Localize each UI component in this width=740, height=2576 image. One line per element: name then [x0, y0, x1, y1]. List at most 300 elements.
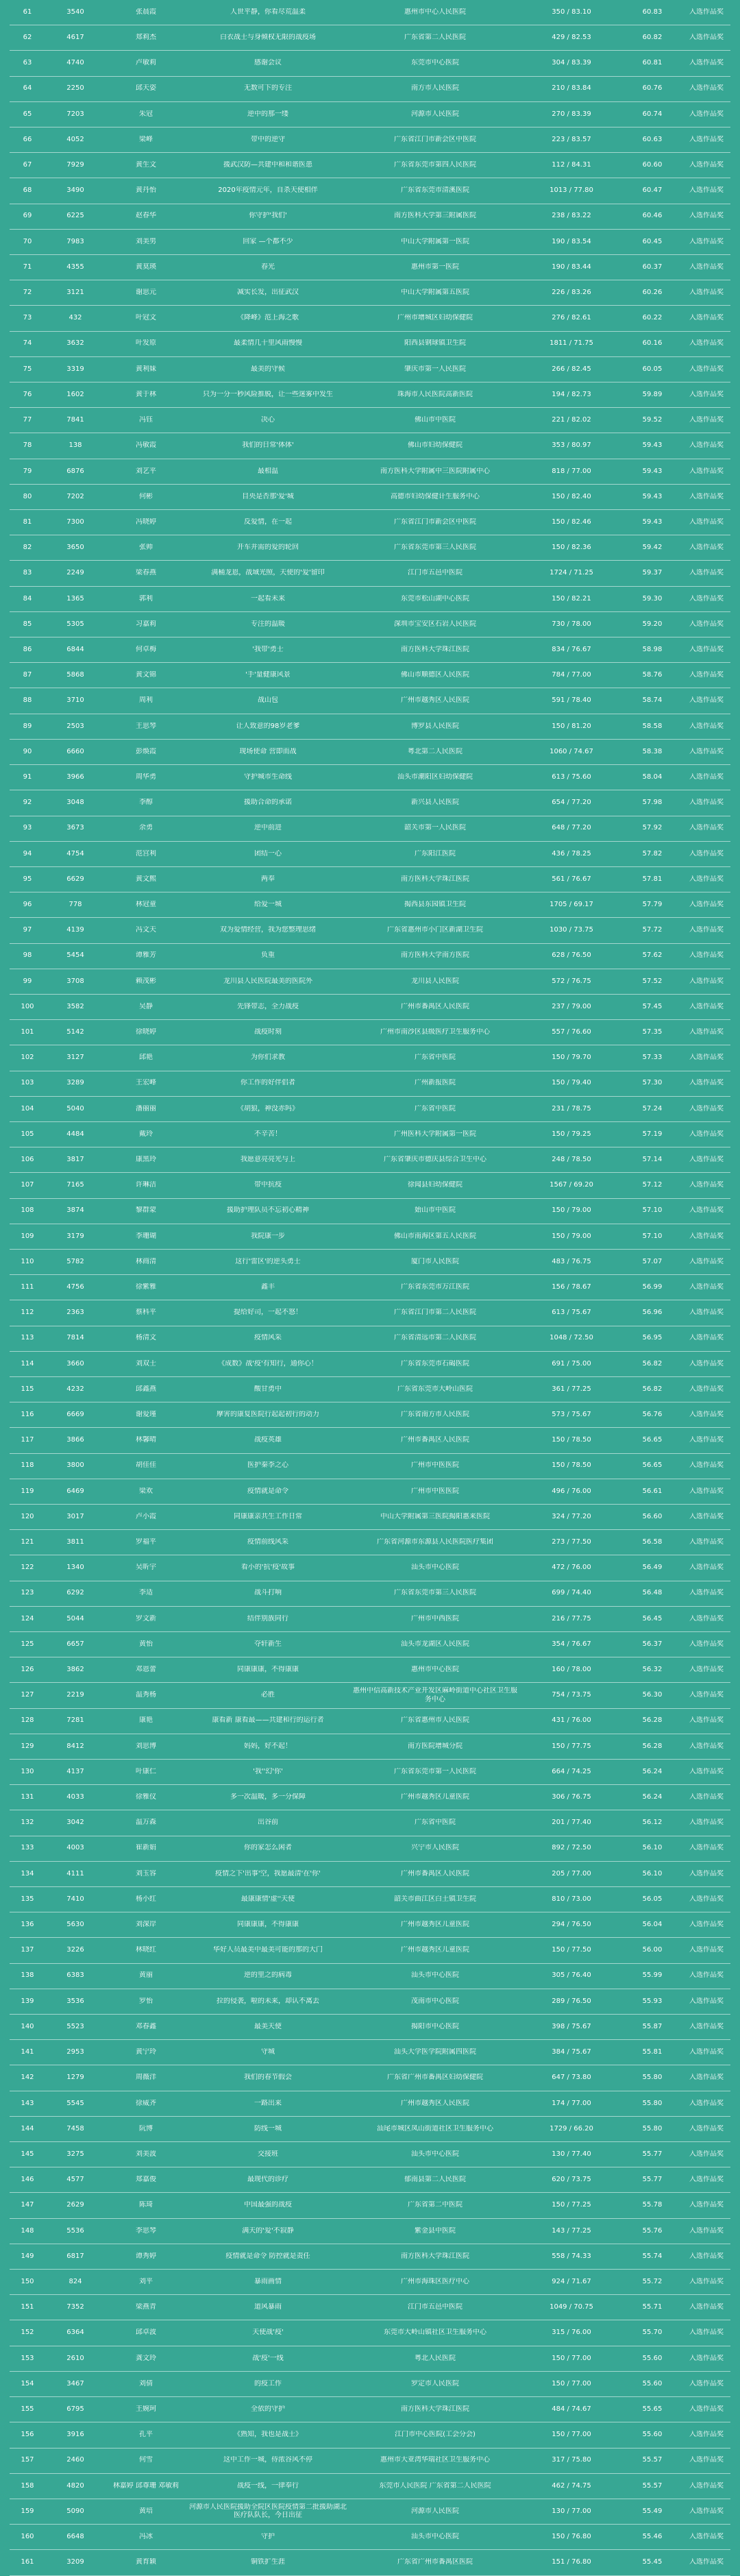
hospital-unit-cell: 广东省肇庆市德庆县综合卫生中心	[384, 1155, 486, 1163]
work-title-cell: 带中的逆守	[251, 135, 285, 143]
final-score-cell: 55.72	[642, 2277, 663, 2285]
final-score-cell: 59.43	[642, 467, 663, 475]
award-result-cell: 入选作品奖	[689, 1257, 724, 1265]
rank-cell: 73	[23, 314, 32, 322]
author-name-cell: 黄生文	[136, 161, 156, 169]
rank-cell: 144	[21, 2124, 34, 2133]
author-name-cell: 黄丹怡	[136, 186, 156, 195]
hospital-unit-cell: 南方市人民医院	[411, 84, 459, 93]
table-row	[10, 1607, 730, 1632]
rank-cell: 140	[21, 2022, 34, 2030]
author-name-cell: 李珊瑚	[136, 1232, 156, 1240]
award-result-cell: 入选作品奖	[689, 135, 724, 143]
votes-score-cell: 1729 / 66.20	[550, 2124, 593, 2133]
votes-score-cell: 226 / 83.26	[552, 289, 591, 297]
work-title-cell: 双为爱情经营，我为您整理思绪	[220, 926, 316, 934]
entry-id-cell: 6660	[66, 747, 84, 755]
award-result-cell: 入选作品奖	[689, 441, 724, 450]
hospital-unit-cell: 佛山市妇幼保健院	[408, 441, 463, 450]
final-score-cell: 55.71	[642, 2303, 663, 2311]
votes-score-cell: 647 / 73.80	[552, 2074, 591, 2082]
award-result-cell: 入选作品奖	[689, 2048, 724, 2056]
work-title-cell: 多一次温暖，多一分保障	[230, 1793, 306, 1801]
votes-score-cell: 150 / 79.00	[552, 1232, 591, 1240]
rank-cell: 105	[21, 1130, 34, 1138]
table-row	[10, 1071, 730, 1097]
award-result-cell: 入选作品奖	[689, 569, 724, 577]
work-title-cell: 两奉	[261, 875, 275, 883]
work-title-cell: 天使战'疫'	[252, 2329, 284, 2337]
table-row	[10, 1938, 730, 1963]
hospital-unit-cell: 广州市越秀区人民医院	[401, 696, 469, 705]
hospital-unit-cell: 茂南市中心医院	[411, 1997, 459, 2005]
final-score-cell: 55.80	[642, 2099, 663, 2107]
award-result-cell: 入选作品奖	[689, 2074, 724, 2082]
table-row	[10, 382, 730, 408]
entry-id-cell: 4740	[66, 59, 84, 67]
final-score-cell: 57.35	[642, 1028, 663, 1036]
author-name-cell: 康黑玲	[136, 1155, 156, 1163]
entry-id-cell: 5536	[66, 2226, 84, 2235]
award-result-cell: 入选作品奖	[689, 1206, 724, 1215]
rank-cell: 136	[21, 1921, 34, 1929]
final-score-cell: 60.74	[642, 110, 663, 118]
entry-id-cell: 778	[69, 900, 82, 908]
final-score-cell: 55.77	[642, 2176, 663, 2184]
award-result-cell: 入选作品奖	[689, 849, 724, 858]
table-row	[10, 1760, 730, 1785]
final-score-cell: 57.30	[642, 1079, 663, 1087]
table-row	[10, 1352, 730, 1377]
award-result-cell: 入选作品奖	[689, 2124, 724, 2133]
award-result-cell: 入选作品奖	[689, 314, 724, 322]
final-score-cell: 56.24	[642, 1767, 663, 1775]
award-result-cell: 入选作品奖	[689, 799, 724, 807]
author-name-cell: 张晨霞	[136, 8, 156, 16]
award-result-cell: 入选作品奖	[689, 2354, 724, 2362]
work-title-cell: 战疫英雄	[254, 1436, 282, 1444]
hospital-unit-cell: 汕头大学医学院附属四医院	[394, 2048, 476, 2056]
award-result-cell: 入选作品奖	[689, 1181, 724, 1189]
final-score-cell: 56.76	[642, 1411, 663, 1419]
work-title-cell: 河源市人民医院援助全院区医院疫情第二批援助湖北医疗队队长，今日出征	[189, 2503, 347, 2519]
work-title-cell: 战疫时刻	[254, 1028, 282, 1036]
final-score-cell: 57.19	[642, 1130, 663, 1138]
table-row	[10, 1709, 730, 1734]
final-score-cell: 55.49	[642, 2507, 663, 2515]
votes-score-cell: 353 / 80.97	[552, 441, 591, 450]
award-result-cell: 入选作品奖	[689, 1461, 724, 1470]
author-name-cell: 冯晓婷	[136, 518, 156, 526]
work-title-cell: 感谢会议	[254, 59, 282, 67]
author-name-cell: 李思琴	[136, 2226, 156, 2235]
final-score-cell: 59.89	[642, 390, 663, 398]
votes-score-cell: 496 / 76.00	[552, 1487, 591, 1495]
table-row	[10, 1122, 730, 1147]
author-name-cell: 王婉珂	[136, 2405, 156, 2413]
hospital-unit-cell: 广东省江门市第二人民医院	[394, 1309, 476, 1317]
author-name-cell: 黄宁玲	[136, 2048, 156, 2056]
rank-cell: 121	[21, 1538, 34, 1546]
final-score-cell: 60.76	[642, 84, 663, 93]
author-name-cell: 梁欢	[139, 1487, 153, 1495]
rank-cell: 110	[21, 1257, 34, 1265]
entry-id-cell: 6669	[66, 1411, 84, 1419]
author-name-cell: 徐雅仪	[136, 1793, 156, 1801]
work-title-cell: 开车并需的爱的轮回	[237, 544, 299, 552]
final-score-cell: 56.48	[642, 1589, 663, 1597]
work-title-cell: 满天的'爱'不寂静	[242, 2226, 294, 2235]
author-name-cell: 余勇	[139, 824, 153, 832]
table-row	[10, 2320, 730, 2346]
table-row	[10, 2244, 730, 2270]
hospital-unit-cell: 厦门市人民医院	[411, 1257, 459, 1265]
work-title-cell: 战'疫'一线	[252, 2354, 284, 2362]
votes-score-cell: 266 / 82.45	[552, 365, 591, 373]
votes-score-cell: 150 / 82.36	[552, 544, 591, 552]
entry-id-cell: 5040	[66, 1104, 84, 1113]
award-result-cell: 入选作品奖	[689, 645, 724, 653]
award-result-cell: 入选作品奖	[689, 620, 724, 628]
award-result-cell: 入选作品奖	[689, 2150, 724, 2158]
author-name-cell: 叶发原	[136, 339, 156, 348]
author-name-cell: 彭焕霞	[136, 747, 156, 755]
final-score-cell: 57.07	[642, 1257, 663, 1265]
entry-id-cell: 3490	[66, 186, 84, 195]
table-row	[10, 357, 730, 382]
rank-cell: 119	[21, 1487, 34, 1495]
final-score-cell: 60.60	[642, 161, 663, 169]
hospital-unit-cell: 揭西县东园镇卫生院	[404, 900, 466, 908]
entry-id-cell: 4577	[66, 2176, 84, 2184]
votes-score-cell: 1049 / 70.75	[550, 2303, 593, 2311]
work-title-cell: 这中工作一城，侍浓谷风不停	[223, 2456, 312, 2464]
votes-score-cell: 130 / 77.40	[552, 2150, 591, 2158]
work-title-cell: 我院康一步	[251, 1232, 285, 1240]
final-score-cell: 56.95	[642, 1334, 663, 1342]
hospital-unit-cell: 广州市越秀区儿童医院	[401, 1793, 469, 1801]
rank-cell: 70	[23, 237, 32, 245]
author-name-cell: 林冠童	[136, 900, 156, 908]
work-title-cell: 我们的春节假会	[244, 2074, 292, 2082]
rank-cell: 132	[21, 1819, 34, 1827]
hospital-unit-cell: 南方医科大学附属中三医院附属中心	[380, 467, 490, 475]
hospital-unit-cell: 广州市中医医院	[411, 1487, 459, 1495]
rank-cell: 89	[23, 722, 32, 730]
author-name-cell: 黎群蒙	[136, 1206, 156, 1215]
final-score-cell: 55.78	[642, 2201, 663, 2209]
award-result-cell: 入选作品奖	[689, 492, 724, 500]
award-result-cell: 入选作品奖	[689, 1104, 724, 1113]
work-title-cell: 疫情就是命令 防控就是责任	[225, 2252, 310, 2260]
rank-cell: 95	[23, 875, 32, 883]
votes-score-cell: 150 / 77.75	[552, 1742, 591, 1750]
final-score-cell: 56.10	[642, 1869, 663, 1878]
votes-score-cell: 892 / 72.50	[552, 1844, 591, 1852]
author-name-cell: 冯钰	[139, 416, 153, 424]
rank-cell: 88	[23, 696, 32, 705]
author-name-cell: 刘平	[139, 2277, 153, 2285]
hospital-unit-cell: 中山大学附属第一医院	[401, 237, 469, 245]
final-score-cell: 59.42	[642, 544, 663, 552]
table-row	[10, 2295, 730, 2320]
rank-cell: 96	[23, 900, 32, 908]
entry-id-cell: 7300	[66, 518, 84, 526]
votes-score-cell: 1060 / 74.67	[550, 747, 593, 755]
votes-score-cell: 354 / 76.67	[552, 1640, 591, 1648]
award-result-cell: 入选作品奖	[689, 1385, 724, 1393]
author-name-cell: 黄莫瑛	[136, 263, 156, 271]
author-name-cell: 吴静	[139, 1002, 153, 1010]
work-title-cell: 春光	[261, 263, 275, 271]
work-title-cell: 不辛苦！	[254, 1130, 282, 1138]
award-result-cell: 入选作品奖	[689, 2456, 724, 2464]
work-title-cell: 道风暴雨	[254, 2303, 282, 2311]
final-score-cell: 55.70	[642, 2329, 663, 2337]
hospital-unit-cell: 广州市越秀区人民医院	[401, 2099, 469, 2107]
work-title-cell: 现场使命 营即而战	[239, 747, 297, 755]
entry-id-cell: 7352	[66, 2303, 84, 2311]
votes-score-cell: 361 / 77.25	[552, 1385, 591, 1393]
votes-score-cell: 810 / 73.00	[552, 1895, 591, 1903]
hospital-unit-cell: 惠州市大亚湾华瑞社区卫生服务中心	[380, 2456, 490, 2464]
author-name-cell: 周利	[139, 696, 153, 705]
hospital-unit-cell: 佛山市中医院	[415, 416, 456, 424]
work-title-cell: '手'量健康风景	[245, 671, 291, 679]
award-result-cell: 入选作品奖	[689, 2329, 724, 2337]
votes-score-cell: 572 / 76.75	[552, 977, 591, 985]
rank-cell: 117	[21, 1436, 34, 1444]
hospital-unit-cell: 东莞市中心医院	[411, 59, 459, 67]
author-name-cell: 潘丽丽	[136, 1104, 156, 1113]
entry-id-cell: 1279	[66, 2074, 84, 2082]
award-result-cell: 入选作品奖	[689, 212, 724, 220]
table-row	[10, 2550, 730, 2575]
final-score-cell: 56.82	[642, 1385, 663, 1393]
table-row	[10, 663, 730, 688]
rank-cell: 111	[21, 1283, 34, 1291]
table-row	[10, 2040, 730, 2065]
hospital-unit-cell: 汕头市中心医院	[411, 1564, 459, 1572]
entry-id-cell: 7983	[66, 237, 84, 245]
final-score-cell: 58.76	[642, 671, 663, 679]
rank-cell: 80	[23, 492, 32, 500]
work-title-cell: 妈妈，好不起！	[244, 1742, 292, 1750]
table-row	[10, 561, 730, 586]
final-score-cell: 56.04	[642, 1921, 663, 1929]
final-score-cell: 57.33	[642, 1054, 663, 1062]
entry-id-cell: 8412	[66, 1742, 84, 1750]
author-name-cell: 邓春鑫	[136, 2022, 156, 2030]
author-name-cell: 孔平	[139, 2431, 153, 2439]
entry-id-cell: 5142	[66, 1028, 84, 1036]
author-name-cell: 胡佳佳	[136, 1461, 156, 1470]
rank-cell: 137	[21, 1946, 34, 1954]
author-name-cell: 叶冠文	[136, 314, 156, 322]
votes-score-cell: 324 / 77.20	[552, 1512, 591, 1520]
final-score-cell: 55.57	[642, 2481, 663, 2490]
final-score-cell: 57.10	[642, 1206, 663, 1215]
hospital-unit-cell: 揭阳市中心医院	[411, 2022, 459, 2030]
author-name-cell: 温万森	[136, 1819, 156, 1827]
work-title-cell: 你守护'我们'	[249, 212, 287, 220]
award-result-cell: 入选作品奖	[689, 747, 724, 755]
table-row	[10, 867, 730, 892]
table-row	[10, 1250, 730, 1275]
author-name-cell: 杨清文	[136, 1334, 156, 1342]
author-name-cell: 黄文熙	[136, 875, 156, 883]
final-score-cell: 59.43	[642, 492, 663, 500]
entry-id-cell: 2460	[66, 2456, 84, 2464]
rank-cell: 158	[21, 2481, 34, 2490]
entry-id-cell: 1602	[66, 390, 84, 398]
work-title-cell: 摩害的康复医院行起起初行的动力	[217, 1411, 319, 1419]
votes-score-cell: 190 / 83.44	[552, 263, 591, 271]
hospital-unit-cell: 珠海市人民医院高新医院	[397, 390, 473, 398]
table-row	[10, 918, 730, 943]
work-title-cell: 我愿意亮亮光与上	[241, 1155, 295, 1163]
award-result-cell: 入选作品奖	[689, 1130, 724, 1138]
final-score-cell: 55.80	[642, 2074, 663, 2082]
hospital-unit-cell: 南方医科大学珠江医院	[401, 2252, 469, 2260]
work-title-cell: 我们的日常'体体'	[242, 441, 294, 450]
entry-id-cell: 6817	[66, 2252, 84, 2260]
author-name-cell: 邱天姿	[136, 84, 156, 93]
hospital-unit-cell: 郁南县第二人民医院	[404, 2176, 466, 2184]
rank-cell: 129	[21, 1742, 34, 1750]
entry-id-cell: 4756	[66, 1283, 84, 1291]
author-name-cell: 范宫利	[136, 849, 156, 858]
votes-score-cell: 150 / 76.80	[552, 2532, 591, 2540]
final-score-cell: 58.04	[642, 773, 663, 781]
author-name-cell: 戴玲	[139, 1130, 153, 1138]
votes-score-cell: 484 / 74.67	[552, 2405, 591, 2413]
entry-id-cell: 4052	[66, 135, 84, 143]
hospital-unit-cell: 广东省惠州市人民医院	[401, 1716, 469, 1725]
entry-id-cell: 2953	[66, 2048, 84, 2056]
rank-cell: 67	[23, 161, 32, 169]
votes-score-cell: 289 / 76.50	[552, 1997, 591, 2005]
rank-cell: 79	[23, 467, 32, 475]
author-name-cell: 谢爱瑾	[136, 1411, 156, 1419]
entry-id-cell: 4355	[66, 263, 84, 271]
work-title-cell: 为你们求教	[251, 1054, 285, 1062]
work-title-cell: 最相温	[258, 467, 278, 475]
award-result-cell: 入选作品奖	[689, 8, 724, 16]
rank-cell: 112	[21, 1309, 34, 1317]
entry-id-cell: 3710	[66, 696, 84, 705]
entry-id-cell: 7281	[66, 1716, 84, 1725]
entry-id-cell: 3209	[66, 2558, 84, 2566]
hospital-unit-cell: 广东省中医院	[415, 1054, 456, 1062]
entry-id-cell: 3467	[66, 2379, 84, 2387]
author-name-cell: 谭秀婷	[136, 2252, 156, 2260]
table-row	[10, 1199, 730, 1224]
entry-id-cell: 4232	[66, 1385, 84, 1393]
entry-id-cell: 4003	[66, 1844, 84, 1852]
table-row	[10, 1989, 730, 2015]
work-title-cell: 专注的温暖	[251, 620, 285, 628]
votes-score-cell: 557 / 76.60	[552, 1028, 591, 1036]
final-score-cell: 59.30	[642, 594, 663, 603]
final-score-cell: 58.58	[642, 722, 663, 730]
votes-score-cell: 150 / 77.00	[552, 2431, 591, 2439]
entry-id-cell: 4484	[66, 1130, 84, 1138]
final-score-cell: 55.45	[642, 2558, 663, 2566]
award-result-cell: 入选作品奖	[689, 977, 724, 985]
votes-score-cell: 276 / 82.61	[552, 314, 591, 322]
table-row	[10, 408, 730, 433]
award-result-cell: 入选作品奖	[689, 34, 724, 42]
entry-id-cell: 6876	[66, 467, 84, 475]
table-row	[10, 1810, 730, 1836]
final-score-cell: 57.62	[642, 951, 663, 960]
award-result-cell: 入选作品奖	[689, 824, 724, 832]
votes-score-cell: 699 / 74.40	[552, 1589, 591, 1597]
rank-cell: 108	[21, 1206, 34, 1215]
hospital-unit-cell: 广东省第二人民医院	[404, 34, 466, 42]
entry-id-cell: 3966	[66, 773, 84, 781]
author-name-cell: 黄利妹	[136, 365, 156, 373]
author-name-cell: 叶康仁	[136, 1767, 156, 1775]
work-title-cell: 带中抗疫	[254, 1181, 282, 1189]
votes-score-cell: 150 / 79.00	[552, 1206, 591, 1215]
votes-score-cell: 221 / 82.02	[552, 416, 591, 424]
rank-cell: 103	[21, 1079, 34, 1087]
author-name-cell: 李适	[139, 1589, 153, 1597]
rank-cell: 150	[21, 2277, 34, 2285]
table-row	[10, 1964, 730, 1989]
author-name-cell: 何雪	[139, 2456, 153, 2464]
table-row	[10, 790, 730, 816]
author-name-cell: 崔新娟	[136, 1844, 156, 1852]
table-row	[10, 2167, 730, 2193]
entry-id-cell: 4617	[66, 34, 84, 42]
entry-id-cell: 6795	[66, 2405, 84, 2413]
rank-cell: 130	[21, 1767, 34, 1775]
final-score-cell: 56.61	[642, 1487, 663, 1495]
votes-score-cell: 834 / 76.67	[552, 645, 591, 653]
table-row	[10, 612, 730, 637]
author-name-cell: 黄怡	[139, 1640, 153, 1648]
hospital-unit-cell: 广东省东莞市大岭山医院	[397, 1385, 473, 1393]
votes-score-cell: 150 / 82.21	[552, 594, 591, 603]
hospital-unit-cell: 河源市人民医院	[411, 2507, 459, 2515]
final-score-cell: 59.37	[642, 569, 663, 577]
work-title-cell: 最美的守候	[251, 365, 285, 373]
work-title-cell: 《降峰》范上海之歌	[237, 314, 299, 322]
hospital-unit-cell: 东莞市松山湖中心医院	[401, 594, 469, 603]
table-row	[10, 1734, 730, 1760]
rank-cell: 149	[21, 2252, 34, 2260]
final-score-cell: 56.37	[642, 1640, 663, 1648]
award-result-cell: 入选作品奖	[689, 1895, 724, 1903]
table-row	[10, 1097, 730, 1122]
votes-score-cell: 1724 / 71.25	[550, 569, 593, 577]
table-row	[10, 535, 730, 561]
hospital-unit-cell: 广东省中医院	[415, 1104, 456, 1113]
author-name-cell: 温秀杨	[136, 1691, 156, 1699]
final-score-cell: 58.98	[642, 645, 663, 653]
work-title-cell: 一起看未来	[251, 594, 285, 603]
table-row	[10, 1377, 730, 1402]
table-row	[10, 842, 730, 867]
award-result-cell: 入选作品奖	[689, 110, 724, 118]
award-result-cell: 入选作品奖	[689, 1564, 724, 1572]
final-score-cell: 55.93	[642, 1997, 663, 2005]
award-result-cell: 入选作品奖	[689, 1921, 724, 1929]
entry-id-cell: 5044	[66, 1614, 84, 1623]
